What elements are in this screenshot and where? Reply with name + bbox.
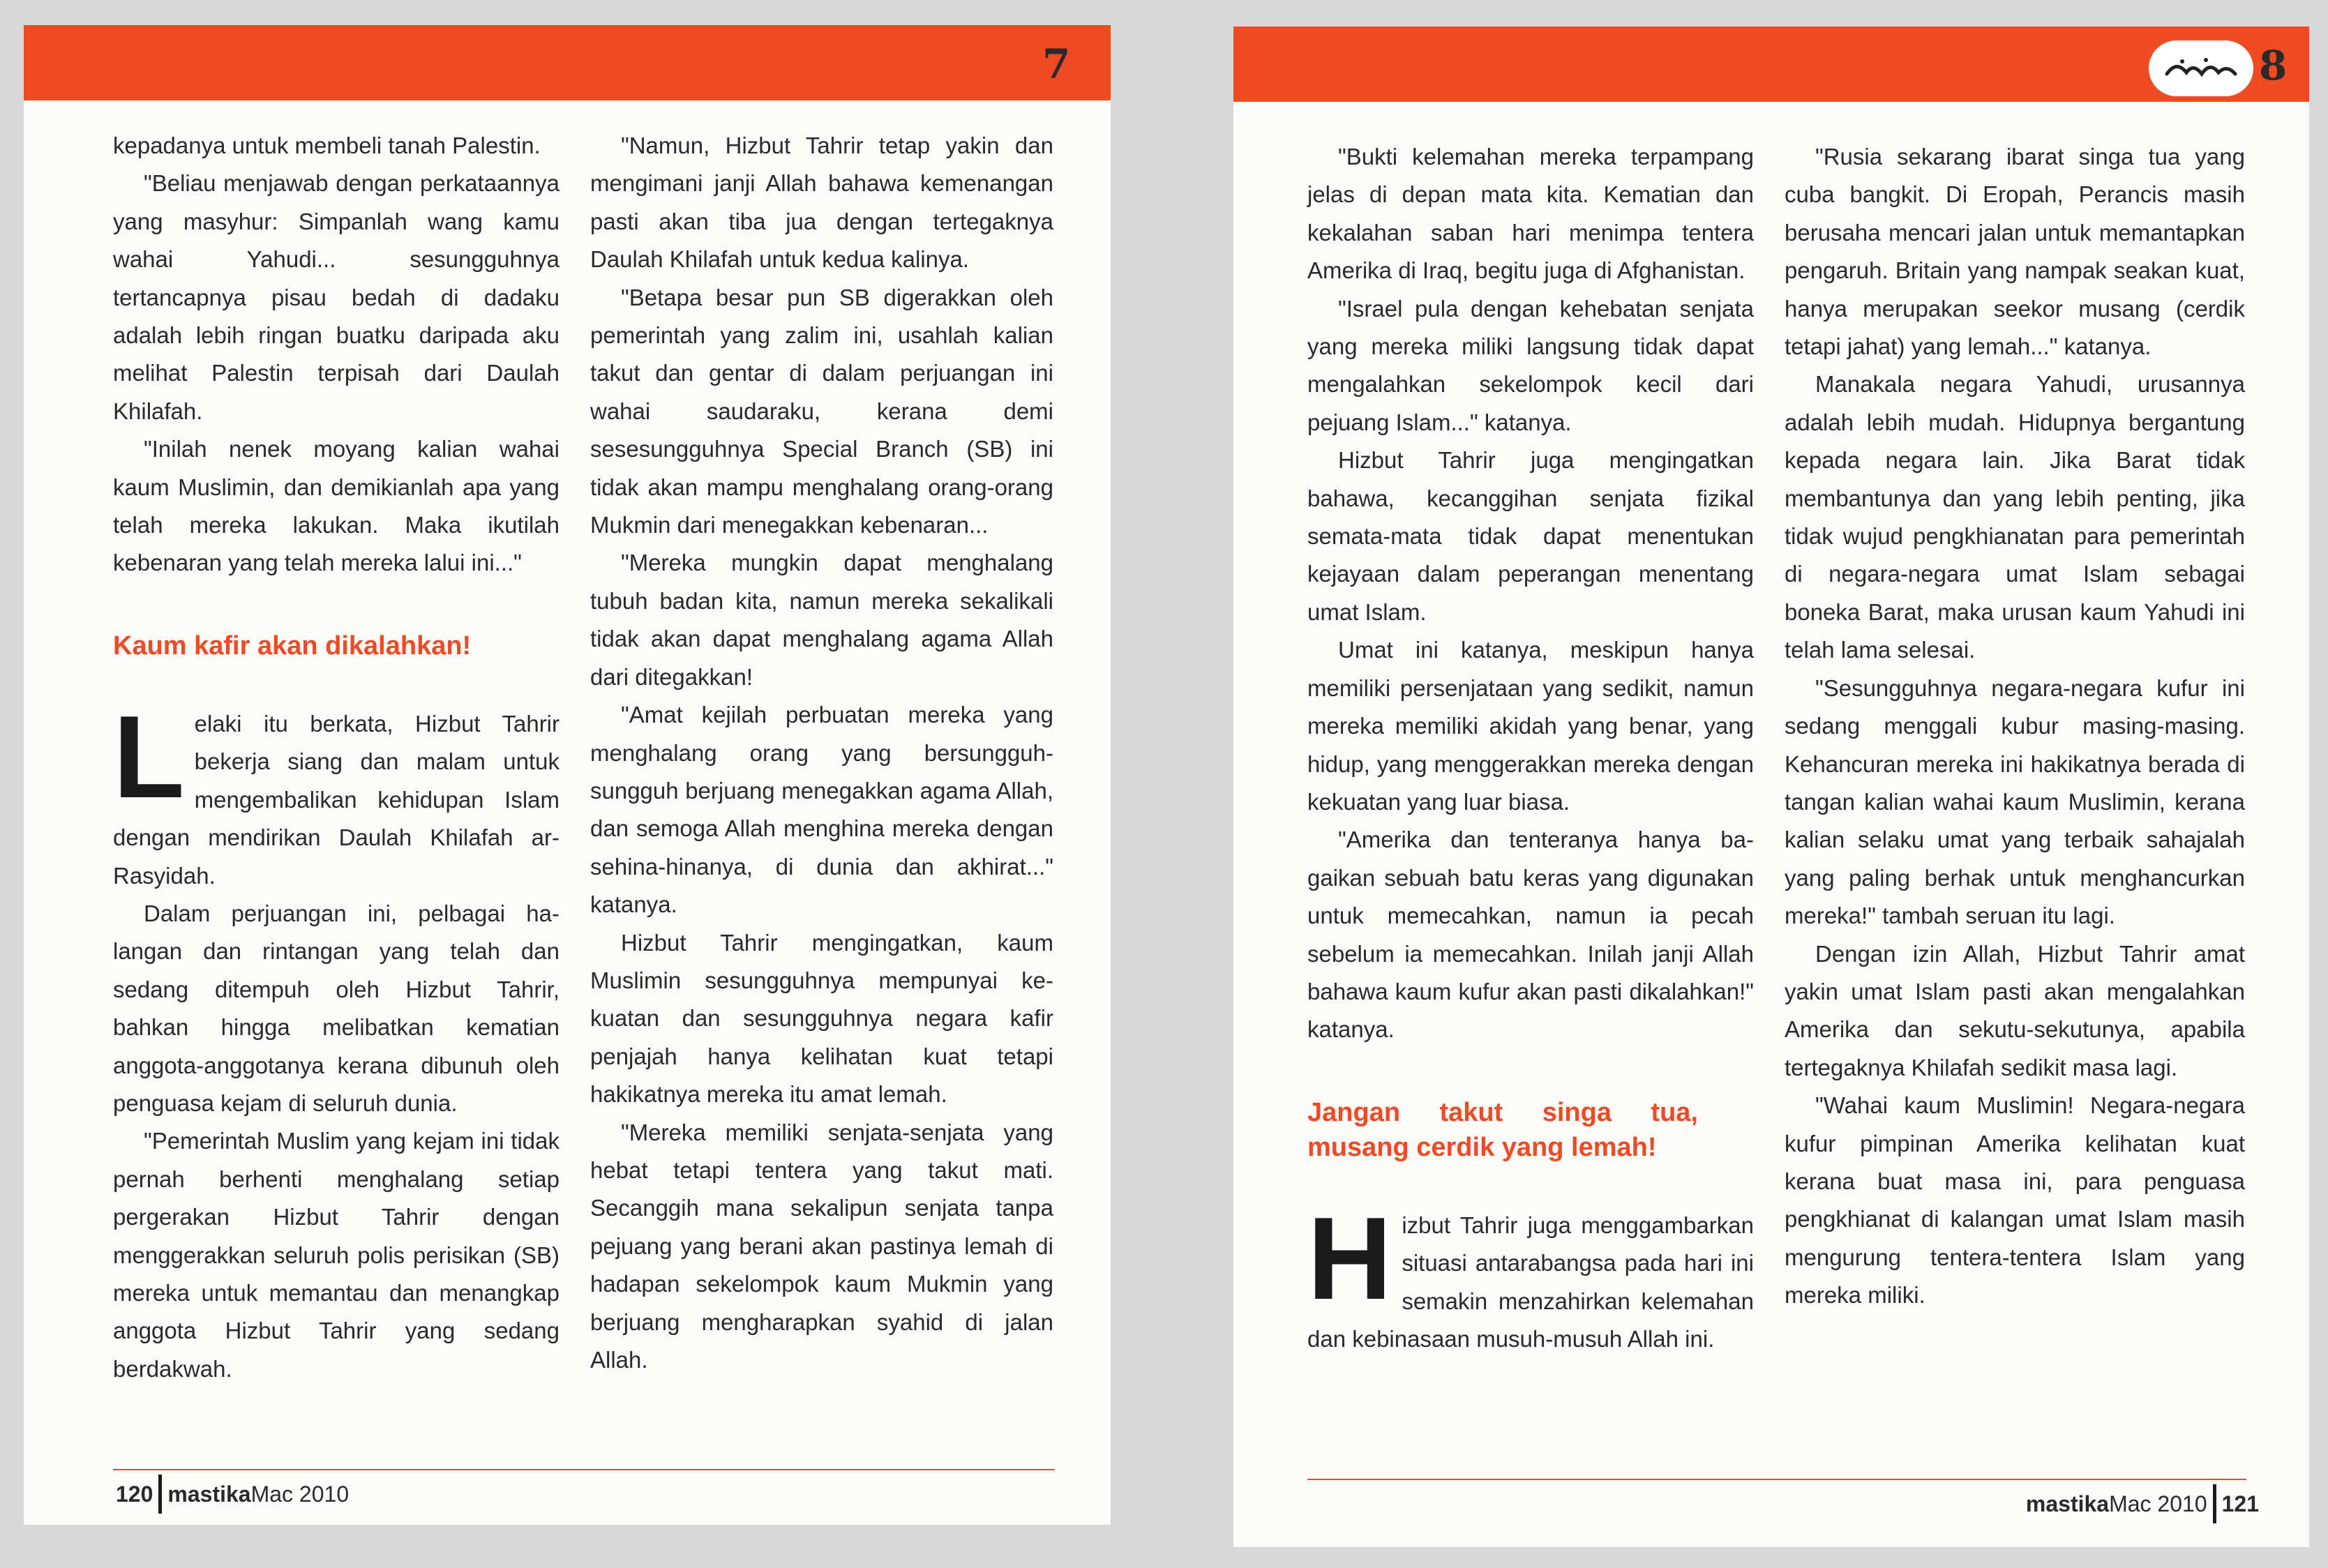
section-heading: Jangan takut singa tua, musang cerdik yang lemah!: [1307, 1097, 1698, 1162]
paragraph: "Amerika dan tenteranya hanya bagaikan sebuah batu keras yang digunakan untuk memecahkan, namun ia pecah sebelum ia memecahkan. Inilah janji Allah bahawa kaum kufur akan pasti dikalahkan!" katanya.: [1307, 827, 1754, 1043]
right-column-1: [1307, 138, 1754, 1358]
footer-divider: [2213, 1484, 2216, 1523]
paragraph: "Bukti kelemahan mereka terpampang jelas di depan mata kita. Kematian dan kekalahan saban hari menimpa tentera Amerika di Iraq, begitu juga di Afghanistan.: [1307, 144, 1754, 284]
left-column-2: [590, 127, 1053, 1379]
dropcap-paragraph: [113, 691, 560, 895]
paragraph: "Pemerintah Muslim yang kejam ini tidak pernah berhenti menghalang setiap pergerakan Hizbut Tahrir dengan menggerakkan seluruh polis perisikan (SB) mereka untuk memantau dan menangkap anggota Hizbut Tahrir yang sedang berdakwah.: [113, 1128, 560, 1382]
page-footer: [2026, 1484, 2259, 1523]
paragraph: "Namun, Hizbut Tahrir tetap yakin dan mengimani janji Allah bahawa kemenangan pasti akan tiba jua dengan tertegaknya Daulah Khilafah untuk kedua kalinya.: [590, 133, 1053, 273]
paragraph-text: elaki itu berkata, Hizbut Tahrir bekerja siang dan malam untuk mengembalikan kehidupan Islam dengan mendirikan Daulah Khilafah ar-Rasyidah.: [113, 710, 560, 889]
paragraph: "Rusia sekarang ibarat singa tua yang cuba bangkit. Di Eropah, Perancis masih berusaha mencari jalan untuk memantapkan pengaruh. Britain yang nampak seakan kuat, hanya merupakan seekor musang (cerdik tetapi jahat) yang lemah..." katanya.: [1785, 144, 2245, 360]
paragraph: Hizbut Tahrir mengingatkan, kaum Muslimin sesungguhnya mempunyai kekuatan dan sesungguhnya negara kafir penjajah hanya kelihatan kuat tetapi hakikatnya mereka itu amat lemah.: [590, 929, 1053, 1108]
paragraph-text: izbut Tahrir juga menggambarkan situasi antarabangsa pada hari ini semakin menzahirkan kelemahan dan kebinasaan musuh-musuh Allah ini.: [1307, 1212, 1754, 1352]
paragraph: Hizbut Tahrir juga mengingatkan bahawa, kecanggihan senjata fizikal semata-mata tidak dapat menentukan kejayaan dalam peperangan menentang umat Islam.: [1307, 447, 1754, 625]
page-footer: [116, 1475, 349, 1514]
header-band: [1233, 27, 2309, 102]
paragraph: Dengan izin Allah, Hizbut Tahrir amat yakin umat Islam pasti akan mengalahkan Amerika dan sekutu-sekutunya, apabila tertegaknya Khilafah sedikit masa lagi.: [1785, 940, 2245, 1080]
footer-rule: [113, 1469, 1055, 1470]
paragraph: "Inilah nenek moyang kalian wahai kaum Muslimin, dan demikianlah apa yang telah mereka lakukan. Maka ikutilah kebenaran yang telah mereka lalui ini...": [113, 436, 560, 576]
paragraph: "Betapa besar pun SB digerakkan oleh pemerintah yang zalim ini, usahlah kalian takut dan gentar di dalam perjuangan ini wahai saudaraku, kerana demi sesesungguhnya Special Branch (SB) ini tidak akan mampu menghalang orang-orang Mukmin dari menegakkan kebenaran...: [590, 284, 1053, 538]
page-number: 120: [116, 1481, 153, 1507]
right-page: [1233, 27, 2309, 1547]
drop-cap: L: [113, 691, 185, 822]
paragraph: Dalam perjuangan ini, pelbagai halangan dan rintangan yang telah dan sedang ditempuh oleh Hizbut Tahrir, bahkan hingga melibatkan kematian anggota-anggotanya kerana dibunuh oleh penguasa kejam di seluruh dunia.: [113, 900, 560, 1116]
paragraph: "Wahai kaum Muslimin! Negara-negara kufur pimpinan Amerika kelihatan kuat kerana buat masa ini, para penguasa pengkhianat di kalangan umat Islam masih mengurung tentera-tentera Islam yang mereka miliki.: [1785, 1092, 2245, 1309]
paragraph: "Israel pula dengan kehebatan senjata yang mereka miliki langsung tidak dapat mengalahkan sekelompok kecil dari pejuang Islam..." katanya.: [1307, 295, 1754, 435]
mastika-logo: [2149, 40, 2253, 96]
left-column-1: [113, 127, 560, 1388]
right-column-2: [1785, 138, 2245, 1315]
drop-cap: H: [1307, 1192, 1392, 1324]
paragraph: kepadanya untuk membeli tanah Palestin.: [113, 133, 541, 158]
paragraph: "Sesungguhnya negara-negara kufur ini sedang menggali kubur masing-masing. Kehancuran mereka ini hakikatnya berada di tangan kalian wahai kaum Muslimin, kerana kalian selaku umat yang terbaik sahajalah yang paling berhak untuk menghancurkan mereka!" tambah seruan itu lagi.: [1785, 674, 2245, 929]
issue-date: Mac 2010: [250, 1481, 350, 1507]
paragraph: "Beliau menjawab dengan perkataannya yang masyhur: Simpanlah wang kamu wahai Yahudi... sesungguhnya tertancapnya pisau bedah di dadaku adalah lebih ringan buatku daripada aku melihat Palestin terpisah dari Daulah Khilafah.: [113, 170, 560, 424]
top-page-number: 8: [2259, 42, 2288, 89]
dropcap-paragraph: [1307, 1192, 1754, 1359]
paragraph: Umat ini katanya, meskipun hanya memiliki persenjataan yang sedikit, namun mereka memiliki akidah yang benar, yang hidup, yang menggerakkan mereka dengan kekuatan yang luar biasa.: [1307, 637, 1754, 815]
paragraph: "Amat kejilah perbuatan mereka yang menghalang orang yang bersungguh-sungguh berjuang menegakkan agama Allah, dan semoga Allah menghina mereka dengan sehina-hinanya, di dunia dan akhirat..." katanya.: [590, 702, 1053, 918]
left-page: [24, 25, 1111, 1525]
header-band: [24, 25, 1111, 100]
footer-divider: [158, 1475, 162, 1514]
magazine-name: mastika: [167, 1481, 251, 1507]
section-heading: Kaum kafir akan dikalahkan!: [113, 631, 472, 661]
paragraph: "Mereka mungkin dapat menghalang tubuh badan kita, namun mereka sekalikali tidak akan dapat menghalang agama Allah dari ditegakkan!: [590, 550, 1053, 690]
magazine-name: mastika: [2025, 1491, 2110, 1516]
issue-date: Mac 2010: [2109, 1491, 2207, 1516]
logo-icon: [2163, 54, 2239, 82]
footer-rule: [1307, 1479, 2246, 1480]
paragraph: "Mereka memiliki senjata-senjata yang hebat tetapi tentera yang takut mati. Secanggih mana sekalipun senjata tanpa pejuang yang berani akan pastinya lemah di hadapan sekelompok kaum Mukmin yang berjuang mengharapkan syahid di jalan Allah.: [590, 1119, 1053, 1373]
paragraph: Manakala negara Yahudi, urusannya adalah lebih mudah. Hidupnya bergantung kepada negara lain. Jika Barat tidak membantunya dan yang lebih penting, jika tidak wujud pengkhianatan para pemerintah di negara-negara umat Islam sebagai boneka Barat, maka urusan kaum Yahudi ini telah lama selesai.: [1785, 371, 2245, 663]
page-number: 121: [2221, 1491, 2259, 1516]
top-page-number: 7: [1042, 40, 1071, 88]
